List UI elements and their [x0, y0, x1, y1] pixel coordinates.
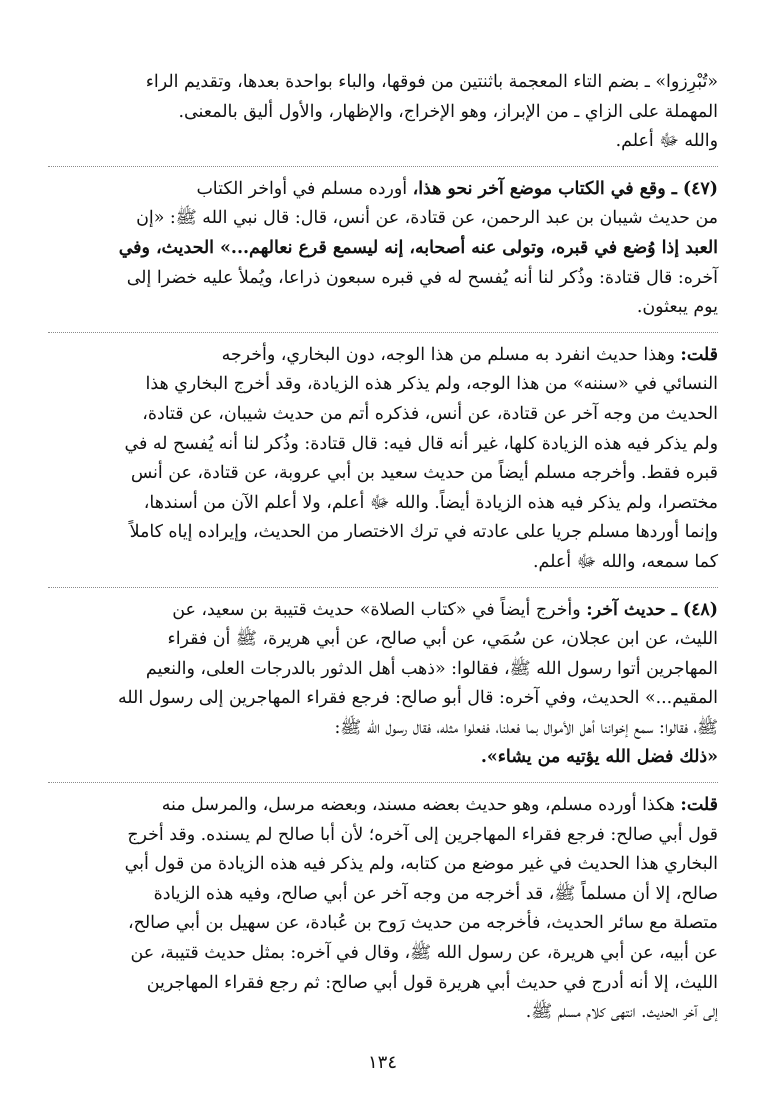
comment-heading: قلت: [680, 795, 718, 816]
text-line: إلى آخر الحديث. انتهى كلام مسلم ﷺ. [525, 1002, 718, 1023]
section-divider [48, 166, 718, 167]
text-line: المهملة على الزاي ـ من الإبراز، وهو الإخراج، والإظهار، والأول أليق بالمعنى. [178, 101, 718, 122]
text-line: يوم يبعثون. [636, 297, 718, 318]
text-line: «تُبْرِزوا» ـ بضم التاء المعجمة باثنتين من فوقها، والباء بواحدة بعدها، وتقديم الراء [145, 72, 718, 92]
text-line: النسائي في «سننه» من هذا الوجه، ولم يذكر هذه الزيادة، وقد أخرج البخاري هذا [145, 374, 718, 395]
text-segment: أورده مسلم في أواخر الكتاب [196, 178, 413, 199]
text-line: الليث، إلا أنه أدرج في حديث أبي هريرة قول أبي صالح: ثم رجع فقراء المهاجرين [146, 972, 718, 993]
text-line: الليث، عن ابن عجلان، عن سُمَي، عن أبي صالح، عن أبي هريرة، ﷺ أن فقراء [167, 629, 718, 650]
paragraph-1 [48, 68, 718, 157]
text-line: العبد إذا وُضع في قبره، وتولى عنه أصحابه، إنه ليسمع قرع نعالهم...» الحديث، وفي [118, 237, 718, 258]
text-line: مختصرا، ولم يذكر فيه هذه الزيادة أيضاً. والله ﷻ أعلم، ولا أعلم الآن من أسندها، [143, 492, 718, 513]
document-page [48, 68, 718, 1028]
text-line [48, 791, 718, 821]
text-line: البخاري هذا الحديث في غير موضع من كتابه، ولم يذكر فيه هذه الزيادة من قول أبي [124, 854, 718, 875]
text-line: المهاجرين أتوا رسول الله ﷺ، فقالوا: «ذهب أهل الدثور بالدرجات العلى، والنعيم [145, 658, 718, 679]
section-heading: (٤٧) ـ وقع في الكتاب موضع آخر نحو هذا، [412, 178, 718, 199]
text-line: وإنما أوردها مسلم جريا على عادته في ترك الاختصار من الحديث، وإيراده إياه كاملاً [129, 522, 718, 543]
paragraph-2 [48, 175, 718, 323]
paragraph-5 [48, 791, 718, 1028]
text-line: كما سمعه، والله ﷻ أعلم. [532, 551, 718, 572]
text-line [48, 341, 718, 371]
text-line: ولم يذكر فيه هذه الزيادة كلها، غير أنه قال فيه: قال قتادة: وذُكر لنا أنه يُفسح له في [124, 433, 718, 454]
text-line: والله ﷻ أعلم. [615, 131, 718, 152]
text-line: قول أبي صالح: فرجع فقراء المهاجرين إلى آخره؛ لأن أبا صالح لم يسنده. وقد أخرج [127, 824, 718, 845]
text-segment: وهذا حديث انفرد به مسلم من هذا الوجه، دون البخاري، وأخرجه [221, 344, 681, 365]
text-line: آخره: قال قتادة: وذُكر لنا أنه يُفسح له في قبره سبعون ذراعا، ويُملأ عليه خضرا إلى [126, 267, 718, 288]
text-line [48, 596, 718, 626]
paragraph-3 [48, 341, 718, 578]
text-line [48, 175, 718, 205]
paragraph-4 [48, 596, 718, 774]
text-line: صالح، إلا أن مسلماً ﷺ، قد أخرجه من وجه آخر عن أبي صالح، وفيه هذه الزيادة [153, 883, 718, 904]
text-line: متصلة مع سائر الحديث، فأخرجه من حديث رَوح بن عُبادة، عن سهيل بن أبي صالح، [128, 913, 718, 934]
section-divider [48, 782, 718, 783]
text-line: من حديث شيبان بن عبد الرحمن، عن قتادة، عن أنس، قال: قال نبي الله ﷺ: «إن [136, 208, 718, 229]
text-line: عن أبيه، عن أبي هريرة، عن رسول الله ﷺ، وقال في آخره: بمثل حديث قتيبة، عن [130, 943, 718, 964]
section-divider [48, 587, 718, 588]
text-line: قبره فقط. وأخرجه مسلم أيضاً من حديث سعيد بن أبي عروبة، عن قتادة، عن أنس [130, 463, 718, 484]
page-number: ١٣٤ [367, 1052, 397, 1073]
text-segment: وأخرج أيضاً في «كتاب الصلاة» حديث قتيبة بن سعيد، عن [172, 599, 587, 620]
text-line: «ذلك فضل الله يؤتيه من يشاء». [480, 747, 718, 768]
comment-heading: قلت: [680, 344, 718, 365]
text-line: المقيم...» الحديث، وفي آخره: قال أبو صالح: فرجع فقراء المهاجرين إلى رسول الله [117, 688, 718, 709]
text-segment: هكذا أورده مسلم، وهو حديث بعضه مسند، وبعضه مرسل، والمرسل منه [161, 795, 681, 816]
text-line: ﷺ، فقالوا: سمع إخواننا أهل الأموال بما فعلنا، ففعلوا مثله، فقال رسول الله ﷺ: [334, 717, 718, 738]
section-heading: (٤٨) ـ حديث آخر: [586, 599, 718, 620]
section-divider [48, 332, 718, 333]
text-line: الحديث من وجه آخر عن قتادة، عن أنس، فذكره أتم من حديث شيبان، عن قتادة، [142, 403, 718, 424]
